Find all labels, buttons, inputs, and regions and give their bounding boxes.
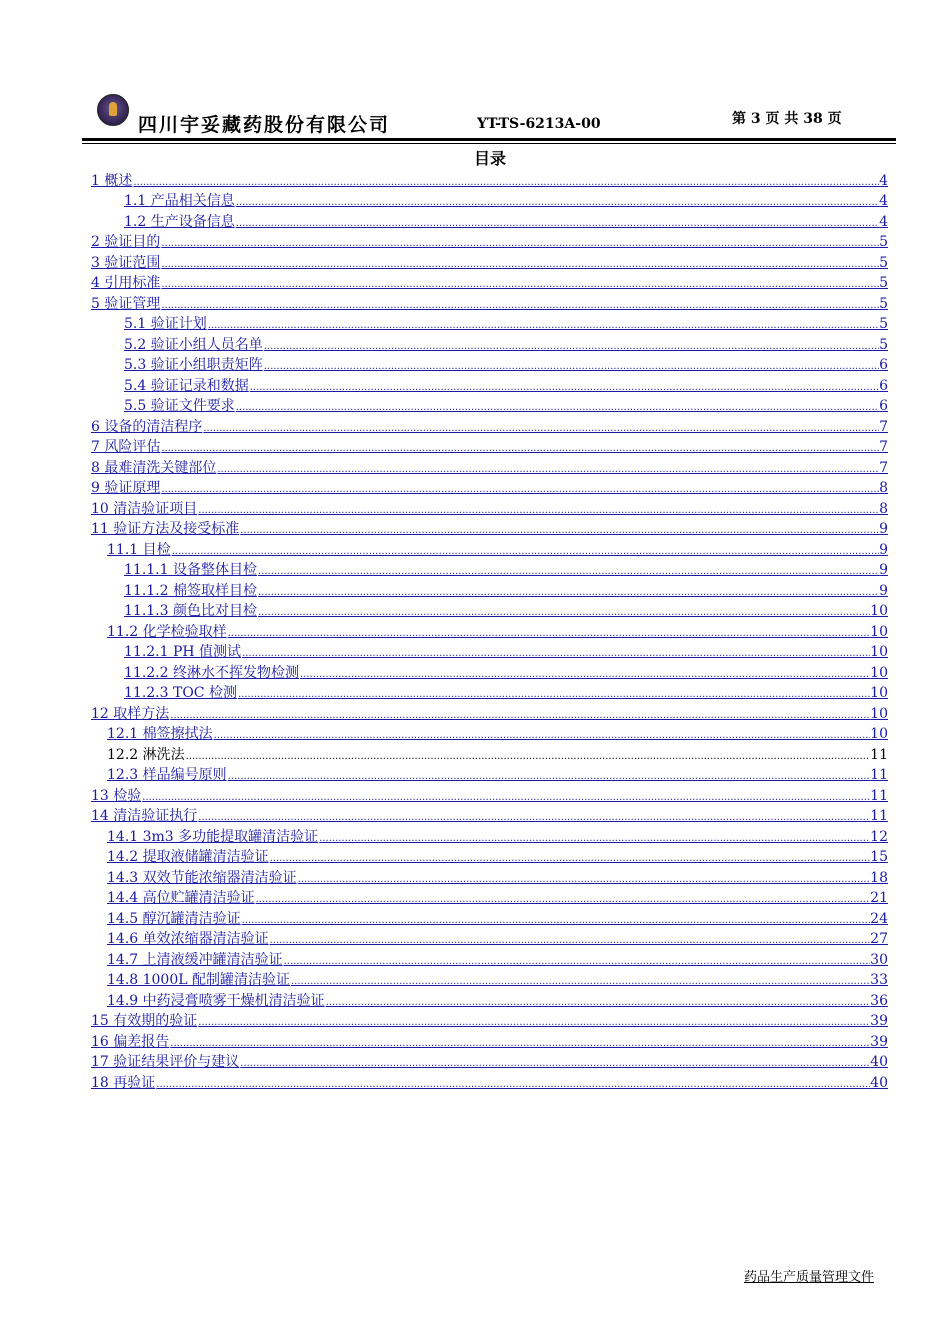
toc-entry[interactable]	[91, 968, 888, 989]
toc-entry[interactable]	[91, 271, 888, 292]
toc-entry[interactable]	[91, 906, 888, 927]
toc-entry[interactable]	[91, 763, 888, 784]
toc-entry-page: 39	[870, 1033, 888, 1050]
table-of-contents	[91, 168, 888, 1091]
toc-entry-label: 11.2 化学检验取样	[107, 623, 227, 640]
toc-entry-page: 7	[879, 459, 888, 476]
toc-dot-leader	[257, 587, 879, 599]
toc-entry-label: 18 再验证	[91, 1074, 156, 1091]
toc-entry-label: 14.3 双效节能浓缩器清洁验证	[107, 869, 297, 886]
toc-entry-label: 5.3 验证小组职责矩阵	[124, 357, 263, 373]
toc-dot-leader	[239, 1058, 870, 1070]
toc-dot-leader	[255, 894, 871, 906]
toc-dot-leader	[213, 730, 871, 742]
toc-entry-page: 27	[870, 931, 888, 947]
toc-entry[interactable]	[91, 209, 888, 230]
toc-dot-leader	[241, 648, 870, 660]
toc-entry-page: 8	[879, 480, 888, 496]
toc-entry[interactable]	[91, 988, 888, 1009]
toc-entry-label: 5.5 验证文件要求	[124, 398, 235, 414]
toc-entry-label: 8 最难清洗关键部位	[91, 459, 217, 476]
toc-entry[interactable]	[91, 660, 888, 681]
toc-entry-page: 6	[879, 377, 888, 394]
toc-entry[interactable]	[91, 496, 888, 517]
toc-entry[interactable]	[91, 455, 888, 476]
toc-entry[interactable]	[91, 476, 888, 497]
toc-entry-label: 1 概述	[91, 172, 133, 189]
toc-dot-leader	[237, 689, 870, 701]
toc-entry-label: 15 有效期的验证	[91, 1013, 198, 1029]
toc-entry[interactable]	[91, 640, 888, 661]
toc-entry-label: 5.4 验证记录和数据	[124, 377, 249, 394]
toc-entry	[91, 742, 888, 763]
toc-entry[interactable]	[91, 927, 888, 948]
page-number: 第 3 页 共 38 页	[732, 111, 842, 127]
toc-entry[interactable]	[91, 291, 888, 312]
toc-dot-leader	[160, 300, 879, 312]
toc-entry[interactable]	[91, 722, 888, 743]
toc-entry-page: 11	[870, 746, 888, 763]
toc-entry-label: 12.2 淋洗法	[107, 746, 185, 763]
toc-entry[interactable]	[91, 332, 888, 353]
toc-dot-leader	[160, 259, 879, 271]
toc-dot-leader	[132, 177, 879, 189]
toc-entry-page: 4	[879, 193, 888, 209]
toc-entry[interactable]	[91, 886, 888, 907]
toc-entry-label: 14.5 醇沉罐清洁验证	[107, 910, 241, 927]
toc-dot-leader	[269, 853, 871, 865]
toc-entry[interactable]	[91, 681, 888, 702]
toc-dot-leader	[141, 792, 870, 804]
document-code: YT-TS-6213A-00	[477, 116, 601, 132]
header-rule-thin	[82, 143, 896, 144]
toc-entry-page: 10	[870, 685, 888, 701]
toc-entry[interactable]	[91, 1070, 888, 1091]
toc-entry[interactable]	[91, 353, 888, 374]
toc-entry-page: 33	[870, 972, 888, 988]
toc-dot-leader	[290, 976, 870, 988]
toc-entry[interactable]	[91, 599, 888, 620]
toc-entry-label: 10 清洁验证项目	[91, 500, 198, 517]
toc-dot-leader	[197, 505, 879, 517]
footer-text: 药品生产质量管理文件	[744, 1270, 875, 1285]
toc-dot-leader	[160, 279, 879, 291]
toc-dot-leader	[227, 771, 871, 783]
toc-entry[interactable]	[91, 414, 888, 435]
toc-dot-leader	[169, 710, 870, 722]
toc-entry-page: 5	[879, 295, 888, 312]
toc-dot-leader	[160, 443, 879, 455]
toc-entry[interactable]	[91, 312, 888, 333]
toc-entry-label: 4 引用标准	[91, 275, 161, 291]
toc-entry-page: 4	[879, 213, 888, 230]
toc-entry-label: 7 风险评估	[91, 439, 161, 455]
company-logo-icon	[97, 94, 129, 126]
toc-dot-leader	[155, 1079, 870, 1091]
toc-entry-page: 9	[879, 582, 888, 599]
toc-dot-leader	[299, 669, 870, 681]
toc-dot-leader	[249, 382, 879, 394]
toc-entry-page: 5	[879, 275, 888, 291]
toc-entry-label: 14.1 3m3 多功能提取罐清洁验证	[107, 828, 319, 845]
toc-entry-page: 5	[879, 316, 888, 332]
toc-dot-leader	[235, 197, 879, 209]
toc-dot-leader	[169, 1038, 870, 1050]
toc-dot-leader	[235, 218, 879, 230]
toc-dot-leader	[239, 525, 879, 537]
toc-entry-label: 17 验证结果评价与建议	[91, 1054, 240, 1070]
toc-entry-label: 11.1.2 棉签取样目检	[124, 582, 257, 599]
toc-entry[interactable]	[91, 619, 888, 640]
toc-entry[interactable]	[91, 578, 888, 599]
toc-dot-leader	[185, 751, 871, 763]
toc-entry-page: 5	[879, 336, 888, 353]
toc-entry-page: 39	[870, 1013, 888, 1029]
toc-entry-page: 11	[870, 787, 888, 804]
toc-dot-leader	[283, 956, 871, 968]
toc-entry-label: 11.2.2 终淋水不挥发物检测	[124, 664, 299, 681]
toc-entry-label: 14.6 单效浓缩器清洁验证	[107, 931, 269, 947]
toc-entry[interactable]	[91, 947, 888, 968]
toc-dot-leader	[160, 484, 879, 496]
toc-entry-page: 15	[870, 849, 888, 865]
toc-dot-leader	[235, 402, 879, 414]
toc-entry-label: 3 验证范围	[91, 254, 161, 271]
toc-entry-page: 11	[870, 808, 888, 824]
toc-entry-label: 2 验证目的	[91, 234, 161, 250]
toc-entry-label: 1.2 生产设备信息	[124, 213, 235, 230]
company-name: 四川宇妥藏药股份有限公司	[138, 114, 391, 136]
toc-entry-label: 11 验证方法及接受标准	[91, 521, 240, 537]
toc-entry[interactable]	[91, 168, 888, 189]
toc-dot-leader	[241, 915, 871, 927]
toc-entry-page: 30	[870, 951, 888, 968]
toc-entry[interactable]	[91, 373, 888, 394]
toc-dot-leader	[207, 320, 879, 332]
toc-entry[interactable]	[91, 517, 888, 538]
toc-entry-page: 9	[879, 562, 888, 578]
toc-entry[interactable]	[91, 701, 888, 722]
toc-entry[interactable]	[91, 394, 888, 415]
toc-dot-leader	[263, 341, 879, 353]
toc-entry[interactable]	[91, 865, 888, 886]
toc-entry-page: 4	[879, 172, 888, 189]
toc-dot-leader	[257, 607, 870, 619]
toc-title: 目录	[473, 149, 506, 168]
toc-entry-label: 12.1 棉签擦拭法	[107, 726, 213, 742]
toc-entry-page: 5	[879, 254, 888, 271]
toc-entry-page: 12	[870, 828, 888, 845]
toc-dot-leader	[171, 546, 879, 558]
toc-entry-label: 14.7 上清液缓冲罐清洁验证	[107, 951, 283, 968]
toc-entry-page: 7	[879, 439, 888, 455]
toc-dot-leader	[257, 566, 879, 578]
toc-dot-leader	[160, 238, 879, 250]
toc-dot-leader	[325, 997, 871, 1009]
toc-entry-page: 8	[879, 500, 888, 517]
toc-entry[interactable]	[91, 230, 888, 251]
toc-dot-leader	[216, 464, 879, 476]
toc-entry[interactable]	[91, 558, 888, 579]
toc-entry-page: 10	[870, 644, 888, 660]
toc-entry[interactable]	[91, 845, 888, 866]
toc-entry-label: 5 验证管理	[91, 295, 161, 312]
toc-entry-label: 6 设备的清洁程序	[91, 418, 203, 435]
toc-entry-page: 36	[870, 992, 888, 1009]
toc-entry-label: 14.2 提取液储罐清洁验证	[107, 849, 269, 865]
toc-entry-label: 14 清洁验证执行	[91, 808, 198, 824]
toc-entry-page: 18	[870, 869, 888, 886]
toc-entry-page: 24	[870, 910, 888, 927]
toc-entry-page: 10	[870, 603, 888, 619]
toc-entry[interactable]	[91, 435, 888, 456]
toc-entry-page: 11	[870, 767, 888, 783]
toc-dot-leader	[227, 628, 871, 640]
toc-entry[interactable]	[91, 1050, 888, 1071]
toc-entry[interactable]	[91, 783, 888, 804]
toc-entry-page: 6	[879, 357, 888, 373]
toc-entry-page: 7	[879, 418, 888, 435]
toc-entry-label: 14.8 1000L 配制罐清洁验证	[107, 972, 290, 988]
toc-entry-page: 10	[870, 623, 888, 640]
toc-entry[interactable]	[91, 1009, 888, 1030]
toc-dot-leader	[263, 361, 879, 373]
toc-entry-label: 16 偏差报告	[91, 1033, 170, 1050]
toc-entry-label: 1.1 产品相关信息	[124, 193, 235, 209]
toc-entry-page: 10	[870, 726, 888, 742]
toc-dot-leader	[197, 812, 870, 824]
toc-entry-label: 11.2.1 PH 值测试	[124, 644, 242, 660]
toc-entry[interactable]	[91, 537, 888, 558]
toc-entry[interactable]	[91, 189, 888, 210]
toc-entry-label: 11.1.3 颜色比对目检	[124, 603, 257, 619]
toc-entry-page: 21	[870, 890, 888, 906]
toc-dot-leader	[297, 874, 871, 886]
toc-entry-label: 14.4 高位贮罐清洁验证	[107, 890, 255, 906]
toc-entry-page: 9	[879, 521, 888, 537]
toc-entry[interactable]	[91, 1029, 888, 1050]
toc-dot-leader	[197, 1017, 870, 1029]
toc-entry-label: 11.1.1 设备整体目检	[124, 562, 257, 578]
header-rule-thick	[82, 138, 896, 141]
toc-dot-leader	[269, 935, 871, 947]
toc-dot-leader	[202, 423, 879, 435]
toc-entry-page: 6	[879, 398, 888, 414]
toc-entry-label: 9 验证原理	[91, 480, 161, 496]
toc-entry-page: 10	[870, 705, 888, 722]
toc-entry-page: 9	[879, 541, 888, 558]
toc-entry-label: 12.3 样品编号原则	[107, 767, 227, 783]
toc-entry-page: 10	[870, 664, 888, 681]
toc-entry[interactable]	[91, 804, 888, 825]
toc-entry-label: 14.9 中药浸膏喷雾干燥机清洁验证	[107, 992, 325, 1009]
toc-entry-page: 5	[879, 234, 888, 250]
toc-entry-page: 40	[870, 1054, 888, 1070]
toc-dot-leader	[318, 833, 870, 845]
toc-entry-label: 13 检验	[91, 787, 142, 804]
toc-entry-label: 12 取样方法	[91, 705, 170, 722]
toc-entry[interactable]	[91, 250, 888, 271]
toc-entry-label: 5.1 验证计划	[124, 316, 207, 332]
toc-entry-label: 11.2.3 TOC 检测	[124, 685, 237, 701]
toc-entry[interactable]	[91, 824, 888, 845]
toc-entry-page: 40	[870, 1074, 888, 1091]
toc-entry-label: 11.1 目检	[107, 541, 171, 558]
toc-entry-label: 5.2 验证小组人员名单	[124, 336, 263, 353]
